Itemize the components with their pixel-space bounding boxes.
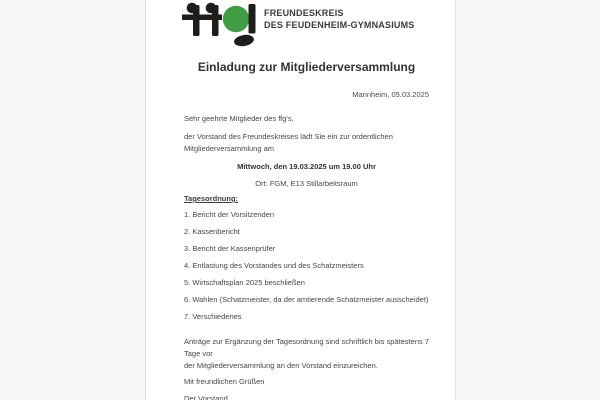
- letter-page: [145, 0, 456, 400]
- amendments-note-line2: der Mitgliederversammlung an den Vorstand einzureichen.: [184, 361, 378, 370]
- signature: Der Vorstand: [184, 394, 228, 400]
- org-name: [264, 8, 415, 31]
- amendments-note-line1: Anträge zur Ergänzung der Tagesordnung sind schriftlich bis spätestens 7 Tage vor: [184, 337, 430, 358]
- closing-formula: Mit freundlichen Grüßen: [184, 377, 265, 386]
- agenda-item-1: 1. Bericht der Vorsitzenden: [184, 210, 275, 219]
- intro-paragraph: [184, 131, 429, 155]
- place-date-line: Mannheim, 05.03.2025: [352, 90, 429, 99]
- meeting-datetime: Mittwoch, den 19.03.2025 um 19.00 Uhr: [237, 162, 376, 171]
- agenda-item-5: 5. Wirtschaftsplan 2025 beschließen: [184, 278, 305, 287]
- agenda-item-3: 3. Bericht der Kassenprüfer: [184, 244, 276, 253]
- ffg-logo-icon: [179, 1, 259, 47]
- agenda-item-2: 2. Kassenbericht: [184, 227, 240, 236]
- meeting-location: Ort: FGM, E13 Stillarbeitsraum: [255, 179, 358, 188]
- letterhead: [179, 1, 429, 47]
- amendments-note: [184, 336, 429, 372]
- agenda-item-7: 7. Verschiedenes: [184, 312, 242, 321]
- salutation: Sehr geehrte Mitglieder des ffg's,: [184, 114, 294, 123]
- org-name-line1: FREUNDESKREIS: [264, 8, 344, 18]
- intro-line-1: der Vorstand des Freundeskreises lädt Sie ein zur ordentlichen: [184, 132, 393, 141]
- agenda-heading: Tagesordnung:: [184, 194, 239, 203]
- agenda-item-6: 6. Wahlen (Schatzmeister, da der amtierende Schatzmeister ausscheidet): [184, 295, 429, 304]
- agenda-list: [184, 209, 429, 323]
- intro-line-2: Mitgliederversammlung am: [184, 144, 275, 153]
- letter-title: Einladung zur Mitgliederversammlung: [197, 60, 416, 74]
- agenda-item-4: 4. Entlastung des Vorstandes und des Schatzmeisters: [184, 261, 364, 270]
- org-name-line2: DES FEUDENHEIM-GYMNASIUMS: [264, 19, 415, 30]
